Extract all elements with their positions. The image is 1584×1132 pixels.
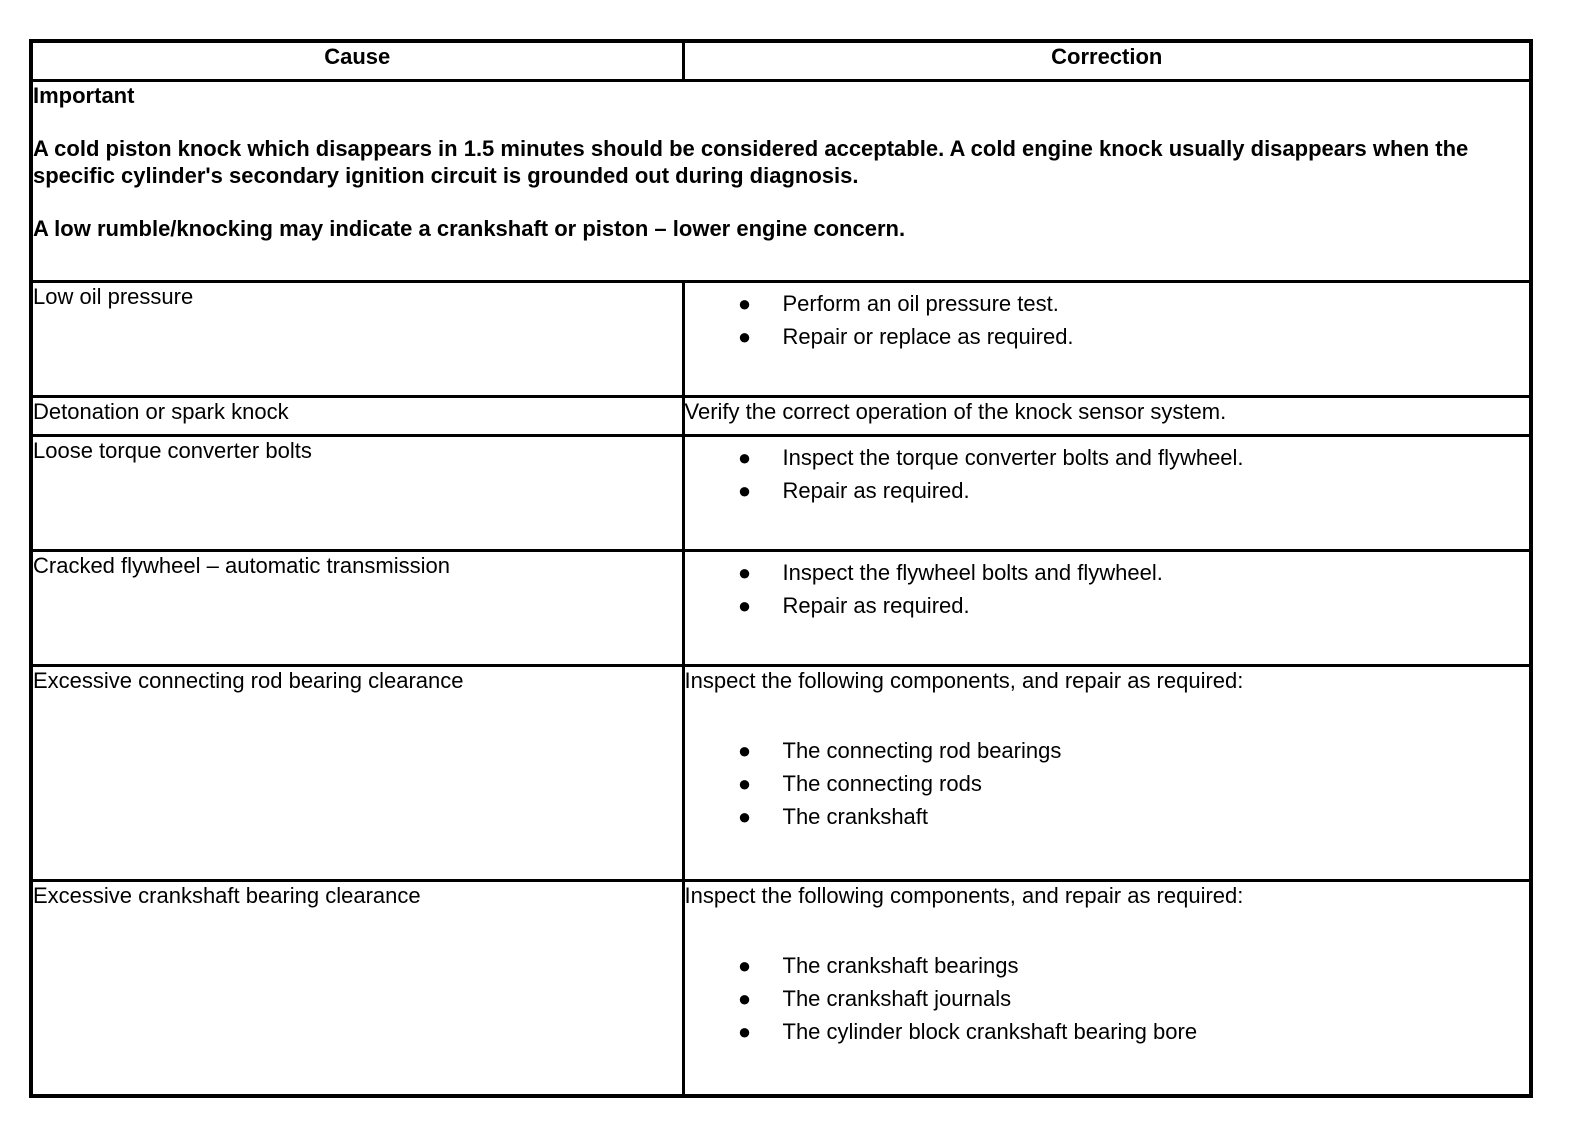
correction-intro: Inspect the following components, and repair as required: <box>684 883 1244 908</box>
cause-cell: Excessive connecting rod bearing clearance <box>31 666 683 881</box>
bullet-icon: ● <box>737 771 752 796</box>
list-item: ● Repair as required. <box>685 589 1530 622</box>
bullet-icon: ● <box>737 478 752 503</box>
correction-cell <box>683 436 1531 551</box>
correction-cell: Verify the correct operation of the knock sensor system. <box>683 397 1531 436</box>
important-title: Important <box>33 83 135 108</box>
correction-intro: Inspect the following components, and repair as required: <box>684 668 1244 693</box>
bullet-list <box>685 556 1530 622</box>
table-row <box>31 397 1531 436</box>
correction-cell <box>683 282 1531 397</box>
bullet-icon: ● <box>737 324 752 349</box>
list-item: ● The crankshaft journals <box>685 982 1530 1015</box>
cause-cell: Low oil pressure <box>31 282 683 397</box>
list-item: ● The crankshaft <box>685 800 1530 833</box>
table-row <box>31 551 1531 666</box>
bullet-list <box>685 734 1530 833</box>
list-item: ● The connecting rod bearings <box>685 734 1530 767</box>
header-row <box>31 41 1531 81</box>
bullet-icon: ● <box>737 986 752 1011</box>
correction-cell <box>683 666 1531 881</box>
list-item: ● Repair as required. <box>685 474 1530 507</box>
list-item: ● Perform an oil pressure test. <box>685 287 1530 320</box>
diagnosis-table <box>29 39 1533 1098</box>
important-note <box>31 81 1531 282</box>
table-row <box>31 282 1531 397</box>
bullet-icon: ● <box>737 804 752 829</box>
table-row <box>31 436 1531 551</box>
cause-cell: Loose torque converter bolts <box>31 436 683 551</box>
bullet-icon: ● <box>737 593 752 618</box>
list-item: ● Repair or replace as required. <box>685 320 1530 353</box>
important-paragraph-1: A cold piston knock which disappears in 1.5 minutes should be considered acceptable. A cold engine knock usually disappears when the specific cylinder's secondary ignition circuit is grounded out during diagnosis. <box>33 136 1469 188</box>
important-paragraph-2: A low rumble/knocking may indicate a crankshaft or piston – lower engine concern. <box>33 216 906 241</box>
bullet-icon: ● <box>737 560 752 585</box>
cause-cell: Excessive crankshaft bearing clearance <box>31 881 683 1097</box>
bullet-list <box>685 287 1530 353</box>
important-row <box>31 81 1531 282</box>
cause-cell: Detonation or spark knock <box>31 397 683 436</box>
bullet-icon: ● <box>737 738 752 763</box>
table-row <box>31 881 1531 1097</box>
list-item: ● The cylinder block crankshaft bearing bore <box>685 1015 1530 1048</box>
bullet-icon: ● <box>737 953 752 978</box>
cause-cell: Cracked flywheel – automatic transmission <box>31 551 683 666</box>
bullet-list <box>685 441 1530 507</box>
list-item: ● Inspect the flywheel bolts and flywheel. <box>685 556 1530 589</box>
bullet-list <box>685 949 1530 1048</box>
bullet-icon: ● <box>737 1019 752 1044</box>
table-row <box>31 666 1531 881</box>
bullet-icon: ● <box>737 291 752 316</box>
list-item: ● The crankshaft bearings <box>685 949 1530 982</box>
list-item: ● The connecting rods <box>685 767 1530 800</box>
bullet-icon: ● <box>737 445 752 470</box>
header-correction: Correction <box>683 41 1531 81</box>
header-cause: Cause <box>31 41 683 81</box>
correction-cell <box>683 881 1531 1097</box>
list-item: ● Inspect the torque converter bolts and flywheel. <box>685 441 1530 474</box>
correction-cell <box>683 551 1531 666</box>
